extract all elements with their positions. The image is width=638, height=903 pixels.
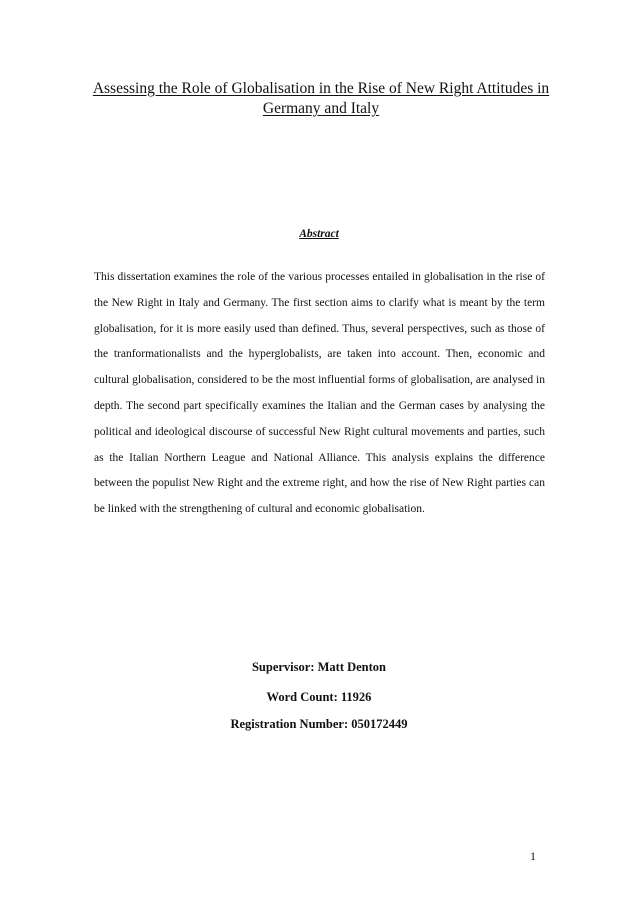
supervisor-line: Supervisor: Matt Denton bbox=[251, 660, 386, 674]
document-title: Assessing the Role of Globalisation in the Rise of New Right Attitudes in Germany and Italy bbox=[92, 80, 550, 117]
word-count-line: Word Count: 11926 bbox=[266, 690, 372, 704]
abstract-text: This dissertation examines the role of the various processes entailed in globalisation in the rise of the New Right in Italy and Germany. The first section aims to clarify what is meant by the term globalisation, for it is more easily used than defined. Thus, several perspectives, such as those of the tranformationalists and the hyperglobalists, are taken into account. Then, economic and cultural globalisation, considered to be the most influential forms of globalisation, are analysed in depth. The second part specifically examines the Italian and the German cases by analysing the political and ideological discourse of successful New Right cultural movements and parties, such as the Italian Northern League and National Alliance. This analysis explains the difference between the populist New Right and the extreme right, and how the rise of New Right parties can be linked with the strengthening of cultural and economic globalisation. bbox=[94, 271, 545, 516]
page-number: 1 bbox=[530, 849, 536, 863]
registration-number-line: Registration Number: 050172449 bbox=[230, 717, 408, 731]
abstract-heading: Abstract bbox=[299, 228, 339, 240]
